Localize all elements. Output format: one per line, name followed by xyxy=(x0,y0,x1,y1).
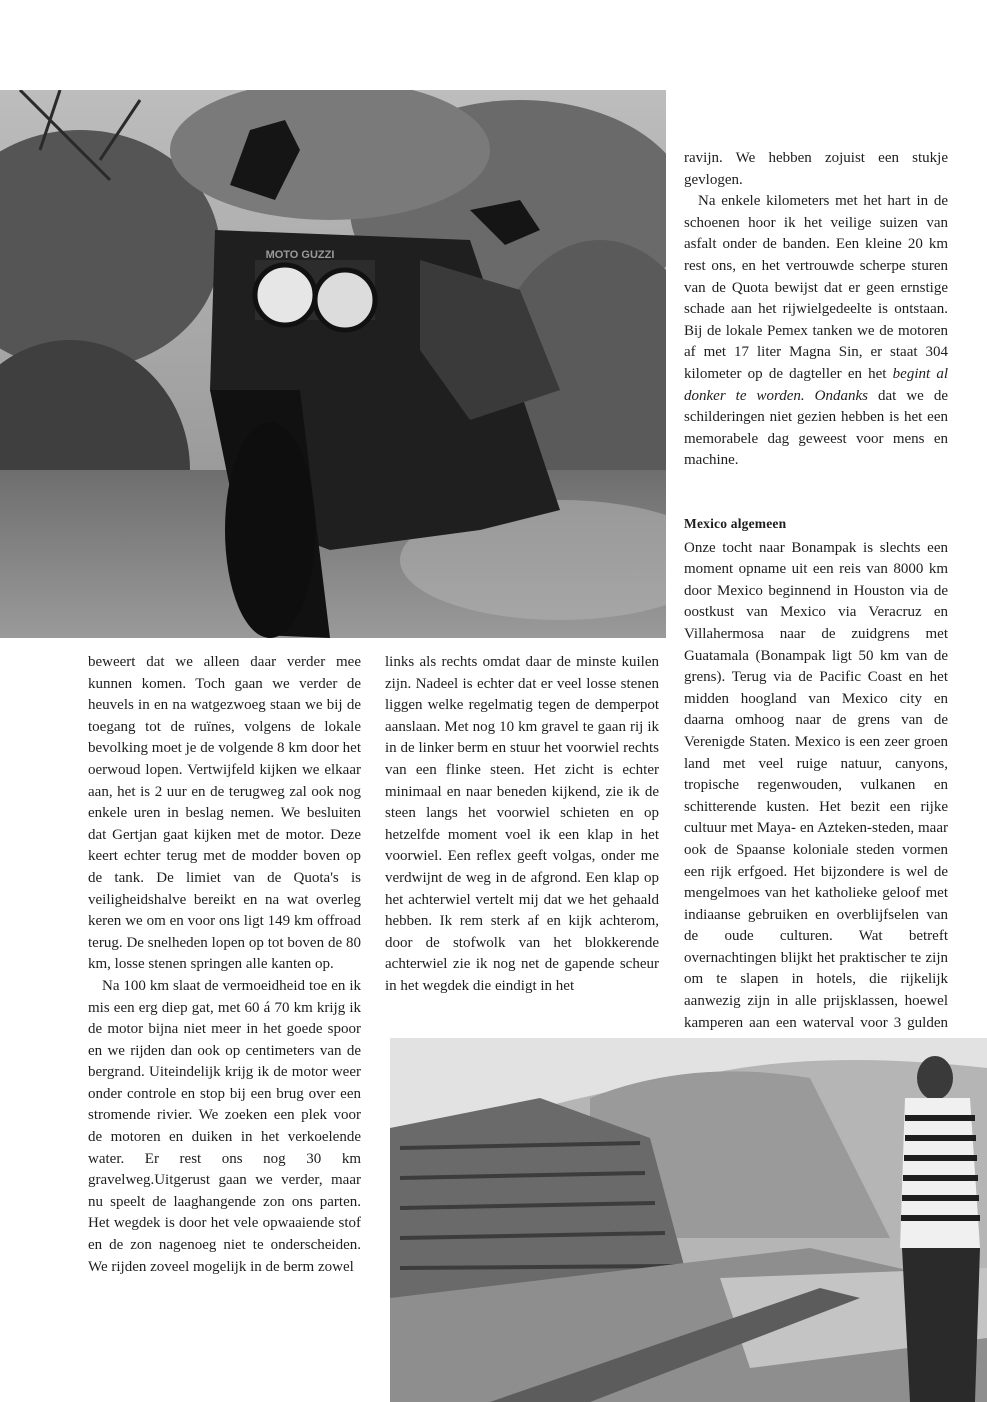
paragraph: beweert dat we alleen daar verder mee kunnen komen. Toch gaan we verder de heuvels in en na watgezwoeg staan we bij de toegang tot de ruïnes, volgens de lokale bevolking moet je de volgende 8 km door het oerwoud lopen. Vertwijfeld kijken we elkaar aan, het is 2 uur en de terugweg zal ook nog enkele uren in beslag nemen. We besluiten dat Gertjan gaat kijken met de motor. Deze keert echter terug met de modder boven op de tank. De limiet van de Quota's is veiligheidshalve bereikt en na wat overleg keren we om en voor ons ligt 149 km offroad terug. De snelheden lopen op tot boven de 80 km, losse stenen springen alle kanten op. xyxy=(88,654,361,973)
text-column-1 xyxy=(88,652,361,1278)
text-column-3 xyxy=(684,148,948,1031)
paragraph-text: Na enkele kilometers met het hart in de schoenen hoor ik het veilige suizen van asfalt onder de banden. Een kleine 20 km rest ons, en het vertrouwde scherpe sturen van de Quota bewijst dat er geen ernstige schade aan het rijwielgedeelte is ontstaan. Bij de lokale Pemex tanken we de motoren af met 17 liter Magna Sin, er staat 304 kilometer op de dagteller en het xyxy=(684,193,948,382)
paragraph: ravijn. We hebben zojuist een stukje gevlogen. xyxy=(684,150,948,188)
paragraph: Na 100 km slaat de vermoeidheid toe en ik mis een erg diep gat, met 60 á 70 km krijg ik de motor bijna niet meer in het goede spoor en we rijden dan ook op centimeters van de bergrand. Uiteindelijk krijg ik de motor weer onder controle en stop bij een brug over een stromende rivier. We zoeken een plek voor de motoren en duiken in het verkoelende water. Er rest ons nog 30 km gravelweg.Uitgerust gaan we verder, maar nu speelt de laaghangende zon ons parten. Het wegdek is door het vele opwaaiende stof en de zon nagenoeg niet te onderscheiden. We rijden zoveel mogelijk in de berm zowel xyxy=(88,977,361,1275)
motorcycle-photo xyxy=(0,90,666,638)
motorcycle-badge: MOTO GUZZI xyxy=(265,249,335,261)
paragraph: Onze tocht naar Bonampak is slechts een moment opname uit een reis van 8000 km door Mexico beginnend in Houston via de oostkust van Mexico via Veracruz en Villahermosa naar de zuidgrens met Guatamala (Bonampak ligt 50 km van de grens). Terug via de Pacific Coast en het midden hoogland van Mexico city en daarna omhoog naar de grens van de Verenigde Staten. Mexico is een zeer groen land met veel ruige natuur, canyons, tropische regenwouden, vulkanen en schitterende kusten. Het bezit een rijke cultuur met Maya- en Azteken-steden, maar ook de Spaanse koloniale steden vormen een rijk erfgoed. Het bijzondere is wel de mengelmoes van het katholieke geloof met indiaanse gebruiken en overblijfselen van de oude culturen. Wat betreft overnachtingen blijkt het praktischer te zijn om te slapen in hotels, die rijkelijk aanwezig zijn in alle prijsklassen, hoewel kamperen aan een waterval voor 3 gulden xyxy=(684,539,948,1031)
paragraph: links als rechts omdat daar de minste kuilen zijn. Nadeel is echter dat er veel losse stenen liggen welke regelmatig tegen de demperpot aanslaan. Met nog 10 km gravel te gaan rij ik in de linker berm en stuur het voorwiel rechts van een flinke steen. Het zicht is echter minimaal en naar beneden kijkend, zie ik de steen langs het voorwiel schieten en op hetzelfde moment voel ik een klap in het voorwiel. Een reflex geeft volgas, onder me verdwijnt de weg in de afgrond. Een klap op het achterwiel vertelt mij dat we het gehaald hebben. Ik rem sterk af en kijk achterom, door de stofwolk van het blokkerende achterwiel zie ik nog net de gapende scheur in het wegdek die eindigt in het xyxy=(385,654,659,994)
paragraph xyxy=(684,191,948,472)
paragraph-italic-text: begint al donker te worden. Ondanks xyxy=(684,365,948,404)
section-heading: Mexico algemeen xyxy=(684,516,787,531)
text-column-2 xyxy=(385,652,659,998)
section-mexico xyxy=(684,513,948,1056)
ruins-photo xyxy=(390,1038,987,1402)
paragraph-text: dat we de schilderingen niet gezien hebben is het een memorabele dag geweest voor mens en machine. xyxy=(684,387,948,469)
